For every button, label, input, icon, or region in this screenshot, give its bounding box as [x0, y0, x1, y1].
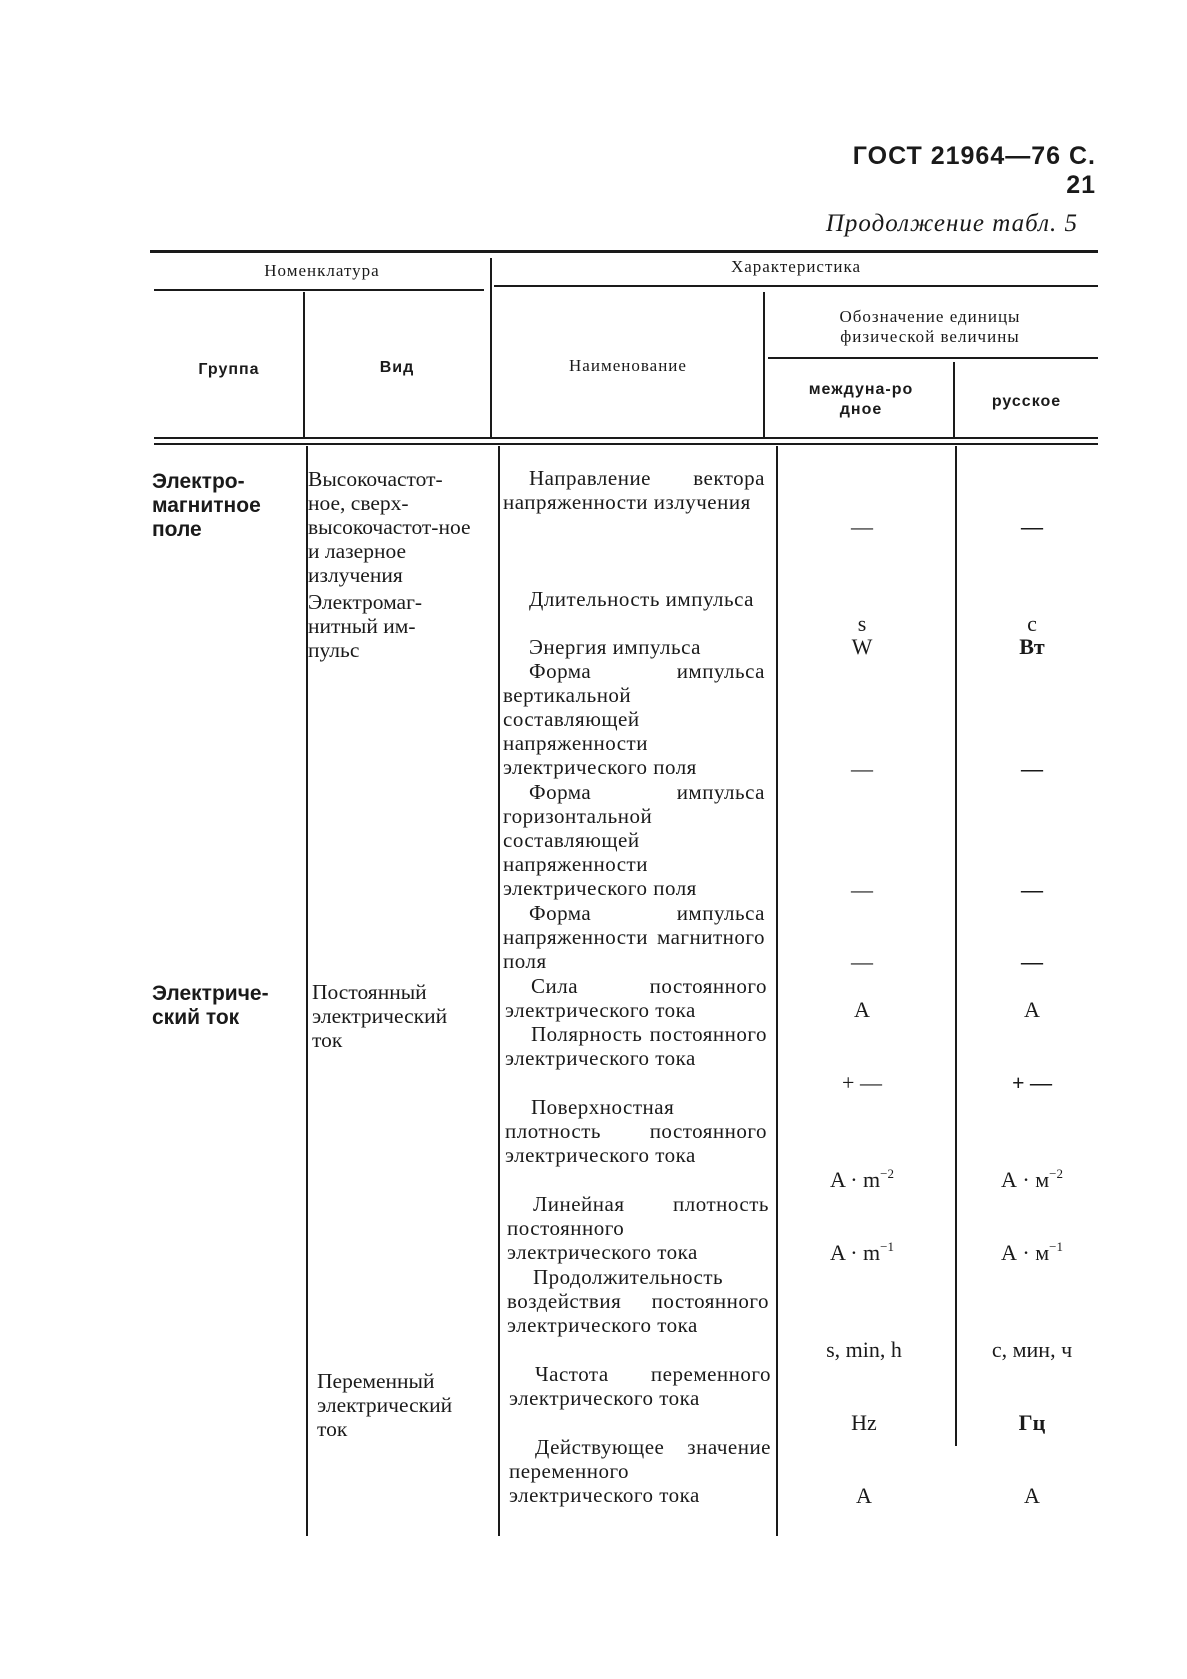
header-group: Группа: [198, 361, 260, 378]
unit-intl-7: + —: [842, 1070, 882, 1095]
kind-direct-current: Постоянный электрический ток: [312, 980, 448, 1052]
row-name-0: Направление вектора напряженности излучения: [503, 466, 765, 514]
unit-intl-0: —: [851, 514, 873, 539]
row-name-11: Частота переменного электрического тока: [509, 1362, 771, 1410]
divider-kind-name-body: [498, 446, 500, 1536]
row-name-2: Энергия импульса: [529, 635, 701, 659]
nomenclature-underline: [154, 289, 484, 291]
header-characteristic: Характеристика: [730, 257, 862, 276]
group-electric-current: Электриче-ский ток: [152, 982, 269, 1029]
unit-intl-5: —: [851, 949, 873, 974]
divider-intl-ru-body: [955, 446, 957, 1446]
row-name-3: Форма импульса вертикальной составляющей напряженности электрического поля: [503, 659, 765, 779]
header-bottom-rule-2: [154, 443, 1098, 445]
row-name-8: Поверхностная плотность постоянного электрического тока: [505, 1095, 767, 1167]
unit-ru-7: + —: [1011, 1070, 1053, 1095]
unit-ru-9: $А \cdot м^{-1}$: [1001, 1239, 1063, 1265]
unit-ru-12: А: [1024, 1483, 1040, 1508]
unit-intl-9: $A \cdot m^{-1}$: [830, 1239, 894, 1265]
unit-ru-2: Вт: [1019, 634, 1045, 659]
header-name: Наименование: [569, 356, 687, 375]
header-unit-designation: Обозначение единицы физической величины: [839, 307, 1021, 346]
unit-intl-11: Hz: [851, 1410, 877, 1435]
unit-ru-5: —: [1021, 949, 1043, 974]
unit-intl-8: $A \cdot m^{-2}$: [830, 1166, 894, 1192]
unit-ru-8: $А \cdot м^{-2}$: [1001, 1166, 1063, 1192]
row-name-1: Длительность импульса: [529, 587, 754, 611]
row-name-9: Линейная плотность постоянного электрического тока: [507, 1192, 769, 1264]
unit-intl-10: s, min, h: [826, 1337, 902, 1362]
row-name-6: Сила постоянного электрического тока: [505, 974, 767, 1022]
unit-ru-3: —: [1021, 756, 1043, 781]
header-international: междуна-родное: [808, 381, 914, 418]
unit-ru-4: —: [1021, 877, 1043, 902]
row-name-7: Полярность постоянного электрического тока: [505, 1022, 767, 1070]
unit-intl-3: —: [851, 756, 873, 781]
unit-intl-4: —: [851, 877, 873, 902]
row-name-10: Продолжительность воздействия постоянного электрического тока: [507, 1265, 769, 1337]
unit-ru-0: —: [1021, 514, 1043, 539]
unit-ru-1: с: [1027, 611, 1037, 636]
group-electromagnetic-field: Электро-магнитное поле: [152, 470, 261, 541]
header-nomenclature: Номенклатура: [264, 261, 380, 280]
kind-em-pulse: Электромаг-нитный им-пульс: [308, 590, 423, 662]
divider-name-units-body: [776, 446, 778, 1536]
unit-designation-underline: [768, 357, 1098, 359]
document-header: ГОСТ 21964—76 С. 21: [852, 142, 1096, 199]
row-name-4: Форма импульса горизонтальной составляющей напряженности электрического поля: [503, 780, 765, 900]
unit-intl-2: W: [851, 634, 873, 659]
row-name-5: Форма импульса напряженности магнитного поля: [503, 901, 765, 973]
unit-ru-6: А: [1024, 997, 1040, 1022]
divider-nomenclature-characteristic: [490, 258, 492, 438]
characteristic-underline: [494, 285, 1098, 287]
unit-intl-6: A: [854, 997, 870, 1022]
table-top-rule: [150, 250, 1098, 253]
row-name-12: Действующее значение переменного электрического тока: [509, 1435, 771, 1507]
header-bottom-rule-1: [154, 437, 1098, 439]
unit-intl-1: s: [857, 611, 867, 636]
header-kind: Вид: [379, 359, 415, 376]
unit-ru-10: с, мин, ч: [991, 1337, 1073, 1362]
unit-ru-11: Гц: [1018, 1410, 1046, 1435]
header-russian: русское: [991, 393, 1062, 410]
kind-alternating-current: Переменный электрический ток: [317, 1369, 453, 1441]
unit-intl-12: A: [856, 1483, 872, 1508]
table-caption: Продолжение табл. 5: [825, 210, 1078, 237]
kind-hf-microwave-laser: Высокочастот-ное, сверх-высокочастот-ное и лазерное излучения: [308, 467, 471, 587]
